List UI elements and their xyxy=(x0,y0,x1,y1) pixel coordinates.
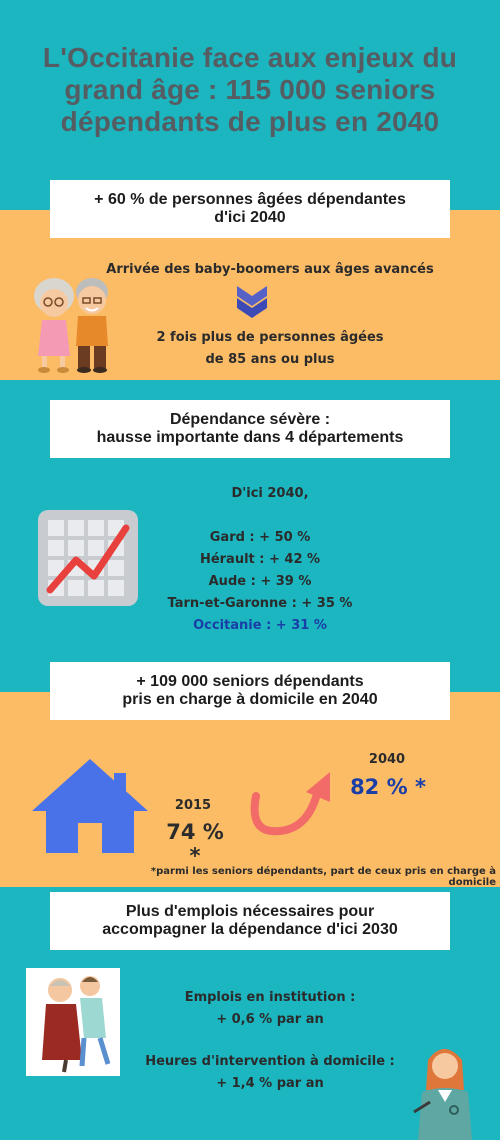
section3-header: + 109 000 seniors dépendants pris en charge à domicile en 2040 xyxy=(50,662,450,720)
section2-highlight: Occitanie : + 31 % xyxy=(193,618,327,633)
year-2040: 2040 xyxy=(368,752,406,767)
section2-item-tarn: Tarn-et-Garonne : + 35 % xyxy=(167,596,353,611)
section4-header: Plus d'emplois nécessaires pour accompagner la dépendance d'ici 2030 xyxy=(50,892,450,950)
section1-line2: 2 fois plus de personnes âgées xyxy=(156,330,384,345)
section1-line3: de 85 ans ou plus xyxy=(205,352,335,367)
rising-chart-icon xyxy=(38,510,138,606)
section2-item-aude: Aude : + 39 % xyxy=(208,574,312,589)
section4-line3: Heures d'intervention à domicile : xyxy=(145,1054,395,1069)
section2-item-herault: Hérault : + 42 % xyxy=(199,552,321,567)
section4-line1: Emplois en institution : xyxy=(184,990,356,1005)
value-2040: 82 % * xyxy=(350,775,426,799)
section4-line4: + 1,4 % par an xyxy=(216,1076,324,1091)
footnote: *parmi les seniors dépendants, part de ceux pris en charge à domicile xyxy=(150,866,496,888)
curved-arrow-icon xyxy=(248,768,338,840)
caregiver-illustration xyxy=(26,968,120,1076)
section4-line2: + 0,6 % par an xyxy=(216,1012,324,1027)
value-2015: 74 % * xyxy=(166,820,224,868)
year-2015: 2015 xyxy=(174,798,212,813)
house-icon xyxy=(30,755,150,855)
section2-header: Dépendance sévère : hausse importante dans 4 départements xyxy=(50,400,450,458)
section2-item-gard: Gard : + 50 % xyxy=(209,530,311,545)
page-title: L'Occitanie face aux enjeux du grand âge : 115 000 seniors dépendants de plus en 2040 xyxy=(42,42,458,137)
section1-line1: Arrivée des baby-boomers aux âges avancés xyxy=(106,262,434,277)
section1-header: + 60 % de personnes âgées dépendantes d'ici 2040 xyxy=(50,180,450,238)
nurse-icon xyxy=(410,1040,480,1140)
chevron-down-icon xyxy=(237,284,267,324)
section2-intro: D'ici 2040, xyxy=(231,486,309,501)
